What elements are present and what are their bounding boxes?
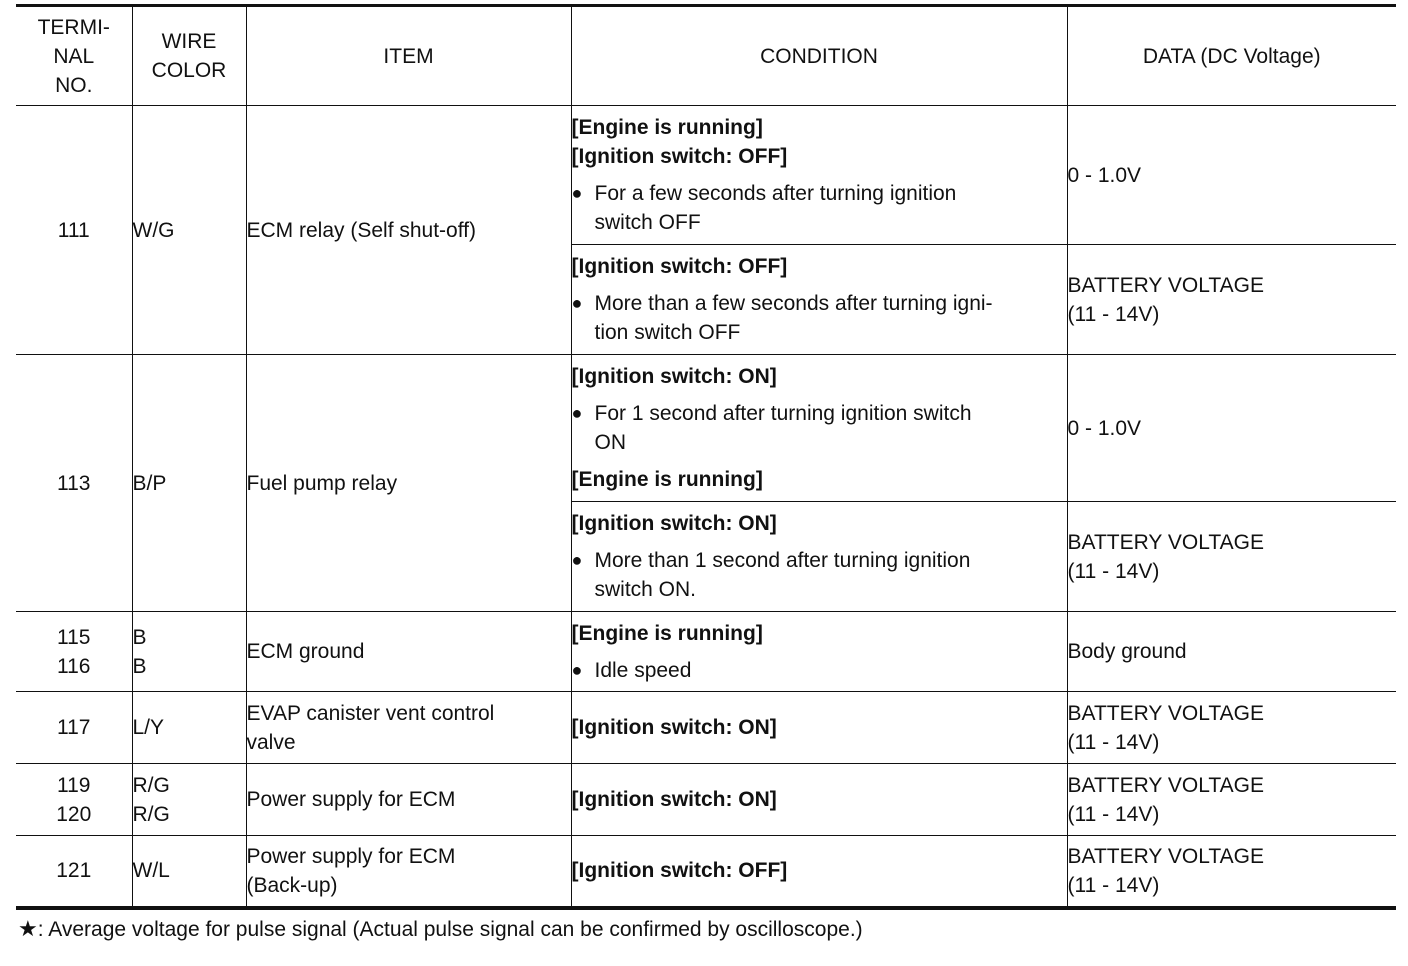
data-value: BATTERY VOLTAGE (11 - 14V) [1067, 245, 1396, 355]
condition-bullet: ● For 1 second after turning ignition switch ON [572, 399, 1067, 457]
terminal-no: 117 [16, 692, 132, 764]
condition: [Ignition switch: ON] ● More than 1 second after turning ignition switch ON. [571, 502, 1067, 612]
table-row [16, 612, 1396, 692]
star-icon: ★ [18, 916, 38, 941]
condition: [Ignition switch: ON] ● For 1 second after turning ignition switch ON [Engine is running] [571, 355, 1067, 502]
condition-bullet: ● More than a few seconds after turning igni- tion switch OFF [572, 289, 1067, 347]
condition: [Ignition switch: ON] [571, 764, 1067, 836]
table-row [16, 692, 1396, 764]
item: Power supply for ECM (Back-up) [246, 836, 571, 908]
header-row [16, 6, 1396, 106]
header-item: ITEM [246, 6, 571, 106]
terminal-no: 115 116 [16, 612, 132, 692]
terminal-no: 119 120 [16, 764, 132, 836]
table-row [16, 836, 1396, 908]
condition-bullet: ● Idle speed [572, 656, 1067, 685]
condition: [Ignition switch: ON] [571, 692, 1067, 764]
condition-bullet: ● More than 1 second after turning ignition switch ON. [572, 546, 1067, 604]
condition: [Ignition switch: OFF] [571, 836, 1067, 908]
condition: [Engine is running] ● Idle speed [571, 612, 1067, 692]
terminal-no: 111 [16, 106, 132, 355]
item: ECM ground [246, 612, 571, 692]
item: ECM relay (Self shut-off) [246, 106, 571, 355]
bullet-icon: ● [571, 403, 583, 423]
data-value: 0 - 1.0V [1067, 106, 1396, 245]
data-value: Body ground [1067, 612, 1396, 692]
table-row [16, 764, 1396, 836]
wire-color: W/G [132, 106, 246, 355]
wire-color: B/P [132, 355, 246, 612]
header-condition: CONDITION [571, 6, 1067, 106]
wire-color: L/Y [132, 692, 246, 764]
terminal-no: 113 [16, 355, 132, 612]
header-wire-color: WIRE COLOR [132, 6, 246, 106]
bullet-icon: ● [571, 550, 583, 570]
bullet-icon: ● [571, 183, 583, 203]
item: EVAP canister vent control valve [246, 692, 571, 764]
data-value: BATTERY VOLTAGE (11 - 14V) [1067, 502, 1396, 612]
wire-color: B B [132, 612, 246, 692]
terminal-data-table [16, 4, 1396, 910]
table-row [16, 355, 1396, 502]
terminal-no: 121 [16, 836, 132, 908]
header-data: DATA (DC Voltage) [1067, 6, 1396, 106]
footnote [18, 916, 863, 942]
header-terminal: TERMI- NAL NO. [16, 6, 132, 106]
wire-color: R/G R/G [132, 764, 246, 836]
data-value: 0 - 1.0V [1067, 355, 1396, 502]
table-row [16, 106, 1396, 245]
data-value: BATTERY VOLTAGE (11 - 14V) [1067, 764, 1396, 836]
item: Fuel pump relay [246, 355, 571, 612]
wire-color: W/L [132, 836, 246, 908]
condition-bullet: ● For a few seconds after turning ignition switch OFF [572, 179, 1067, 237]
condition: [Ignition switch: OFF] ● More than a few seconds after turning igni- tion switch OFF [571, 245, 1067, 355]
data-value: BATTERY VOLTAGE (11 - 14V) [1067, 836, 1396, 908]
bullet-icon: ● [571, 659, 583, 680]
item: Power supply for ECM [246, 764, 571, 836]
data-value: BATTERY VOLTAGE (11 - 14V) [1067, 692, 1396, 764]
condition: [Engine is running] [Ignition switch: OFF] ● For a few seconds after turning ignition switch OFF [571, 106, 1067, 245]
bullet-icon: ● [571, 293, 583, 313]
footnote-text: : Average voltage for pulse signal (Actual pulse signal can be confirmed by oscilloscope.) [37, 918, 863, 941]
